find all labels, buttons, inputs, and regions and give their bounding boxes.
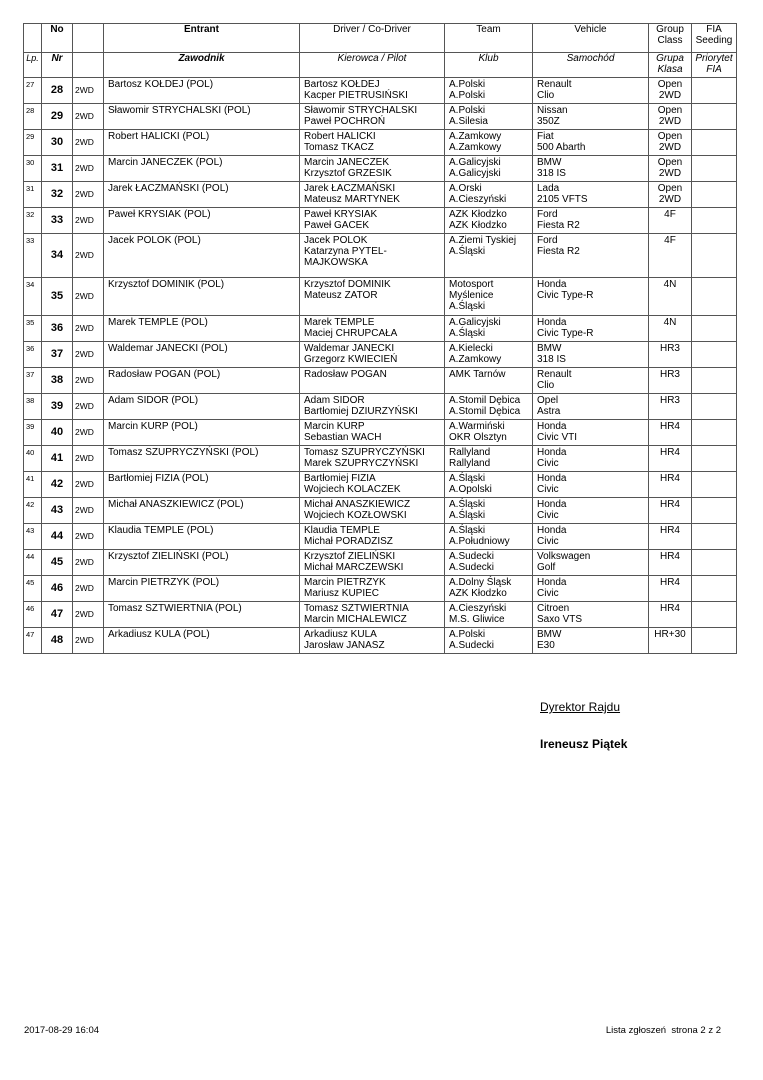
- row-group: 4F: [649, 208, 692, 234]
- row-vehicle: Opel Astra: [533, 394, 649, 420]
- row-lp: 34: [24, 278, 42, 316]
- row-class: 2WD: [73, 524, 104, 550]
- row-class: 2WD: [73, 628, 104, 654]
- row-class: 2WD: [73, 130, 104, 156]
- row-lp: 38: [24, 394, 42, 420]
- header-entrant: Entrant: [104, 24, 300, 53]
- row-driver: Bartłomiej FIZIA Wojciech KOLACZEK: [300, 472, 445, 498]
- row-team: A.Zamkowy A.Zamkowy: [445, 130, 533, 156]
- row-class: 2WD: [73, 550, 104, 576]
- row-lp: 46: [24, 602, 42, 628]
- row-driver: Waldemar JANECKI Grzegorz KWIECIEŃ: [300, 342, 445, 368]
- row-entrant: Jacek POLOK (POL): [104, 234, 300, 278]
- row-fia: [692, 78, 737, 104]
- row-number: 48: [42, 628, 73, 654]
- header-grupa: Grupa Klasa: [649, 53, 692, 78]
- row-group: 4N: [649, 316, 692, 342]
- row-entrant: Bartłomiej FIZIA (POL): [104, 472, 300, 498]
- row-team: A.Sudecki A.Sudecki: [445, 550, 533, 576]
- row-group: HR4: [649, 576, 692, 602]
- row-lp: 39: [24, 420, 42, 446]
- row-number: 43: [42, 498, 73, 524]
- row-entrant: Sławomir STRYCHALSKI (POL): [104, 104, 300, 130]
- row-vehicle: Lada 2105 VFTS: [533, 182, 649, 208]
- table-row: [24, 628, 737, 654]
- row-entrant: Klaudia TEMPLE (POL): [104, 524, 300, 550]
- table-row: [24, 368, 737, 394]
- row-vehicle: Nissan 350Z: [533, 104, 649, 130]
- row-team: A.Ziemi Tyskiej A.Śląski: [445, 234, 533, 278]
- row-lp: 43: [24, 524, 42, 550]
- row-vehicle: Honda Civic: [533, 524, 649, 550]
- header-class-blank: [73, 24, 104, 53]
- row-class: 2WD: [73, 498, 104, 524]
- table-row: [24, 104, 737, 130]
- row-number: 34: [42, 234, 73, 278]
- row-fia: [692, 472, 737, 498]
- row-vehicle: Ford Fiesta R2: [533, 234, 649, 278]
- row-fia: [692, 316, 737, 342]
- row-group: Open 2WD: [649, 130, 692, 156]
- row-lp: 47: [24, 628, 42, 654]
- table-row: [24, 524, 737, 550]
- row-entrant: Tomasz SZUPRYCZYŃSKI (POL): [104, 446, 300, 472]
- row-lp: 29: [24, 130, 42, 156]
- row-group: HR4: [649, 602, 692, 628]
- header-no: No: [42, 24, 73, 53]
- row-entrant: Radosław POGAN (POL): [104, 368, 300, 394]
- row-team: A.Cieszyński M.S. Gliwice: [445, 602, 533, 628]
- header-lp: Lp.: [24, 53, 42, 78]
- row-team: A.Polski A.Polski: [445, 78, 533, 104]
- row-driver: Radosław POGAN: [300, 368, 445, 394]
- row-driver: Bartosz KOŁDEJ Kacper PIETRUSIŃSKI: [300, 78, 445, 104]
- row-vehicle: Honda Civic Type-R: [533, 316, 649, 342]
- row-driver: Marcin KURP Sebastian WACH: [300, 420, 445, 446]
- row-team: A.Śląski A.Śląski: [445, 498, 533, 524]
- row-group: Open 2WD: [649, 182, 692, 208]
- row-driver: Jarek ŁACZMAŃSKI Mateusz MARTYNEK: [300, 182, 445, 208]
- row-fia: [692, 602, 737, 628]
- table-row: [24, 446, 737, 472]
- signature-name: Ireneusz Piątek: [540, 737, 628, 751]
- table-row: [24, 156, 737, 182]
- row-entrant: Marek TEMPLE (POL): [104, 316, 300, 342]
- row-driver: Tomasz SZTWIERTNIA Marcin MICHALEWICZ: [300, 602, 445, 628]
- row-number: 33: [42, 208, 73, 234]
- table-row: [24, 234, 737, 278]
- header-klub: Klub: [445, 53, 533, 78]
- header-lp-blank: [24, 24, 42, 53]
- row-fia: [692, 278, 737, 316]
- table-row: [24, 78, 737, 104]
- row-class: 2WD: [73, 576, 104, 602]
- row-number: 38: [42, 368, 73, 394]
- row-lp: 32: [24, 208, 42, 234]
- row-group: HR3: [649, 342, 692, 368]
- row-lp: 36: [24, 342, 42, 368]
- row-entrant: Krzysztof ZIELIŃSKI (POL): [104, 550, 300, 576]
- row-entrant: Marcin JANECZEK (POL): [104, 156, 300, 182]
- row-team: A.Kielecki A.Zamkowy: [445, 342, 533, 368]
- row-number: 45: [42, 550, 73, 576]
- row-number: 36: [42, 316, 73, 342]
- row-vehicle: Volkswagen Golf: [533, 550, 649, 576]
- row-team: AZK Kłodzko AZK Kłodzko: [445, 208, 533, 234]
- row-group: HR3: [649, 394, 692, 420]
- row-driver: Krzysztof DOMINIK Mateusz ZATOR: [300, 278, 445, 316]
- row-lp: 45: [24, 576, 42, 602]
- header-group: Group Class: [649, 24, 692, 53]
- row-entrant: Waldemar JANECKI (POL): [104, 342, 300, 368]
- row-vehicle: Honda Civic: [533, 446, 649, 472]
- row-class: 2WD: [73, 394, 104, 420]
- row-entrant: Michał ANASZKIEWICZ (POL): [104, 498, 300, 524]
- row-team: A.Stomil Dębica A.Stomil Dębica: [445, 394, 533, 420]
- row-class: 2WD: [73, 368, 104, 394]
- table-row: [24, 182, 737, 208]
- row-class: 2WD: [73, 602, 104, 628]
- row-vehicle: BMW 318 IS: [533, 156, 649, 182]
- table-row: [24, 472, 737, 498]
- row-number: 44: [42, 524, 73, 550]
- table-row: [24, 394, 737, 420]
- row-vehicle: Ford Fiesta R2: [533, 208, 649, 234]
- row-class: 2WD: [73, 104, 104, 130]
- table-row: [24, 602, 737, 628]
- row-team: A.Orski A.Cieszyński: [445, 182, 533, 208]
- header-vehicle: Vehicle: [533, 24, 649, 53]
- row-vehicle: Honda Civic: [533, 498, 649, 524]
- row-fia: [692, 342, 737, 368]
- row-vehicle: Renault Clio: [533, 368, 649, 394]
- row-fia: [692, 130, 737, 156]
- row-group: HR4: [649, 420, 692, 446]
- row-driver: Klaudia TEMPLE Michał PORADZISZ: [300, 524, 445, 550]
- row-driver: Robert HALICKI Tomasz TKACZ: [300, 130, 445, 156]
- row-team: A.Dolny Śląsk AZK Kłodzko: [445, 576, 533, 602]
- row-driver: Michał ANASZKIEWICZ Wojciech KOZŁOWSKI: [300, 498, 445, 524]
- row-vehicle: Honda Civic: [533, 472, 649, 498]
- row-class: 2WD: [73, 78, 104, 104]
- row-group: Open 2WD: [649, 78, 692, 104]
- row-class: 2WD: [73, 316, 104, 342]
- header-driver: Driver / Co-Driver: [300, 24, 445, 53]
- row-entrant: Arkadiusz KULA (POL): [104, 628, 300, 654]
- row-driver: Jacek POLOK Katarzyna PYTEL- MAJKOWSKA: [300, 234, 445, 278]
- row-team: A.Galicyjski A.Śląski: [445, 316, 533, 342]
- header-samochod: Samochód: [533, 53, 649, 78]
- row-fia: [692, 576, 737, 602]
- row-number: 39: [42, 394, 73, 420]
- row-class: 2WD: [73, 182, 104, 208]
- row-team: A.Warmiński OKR Olsztyn: [445, 420, 533, 446]
- row-vehicle: Renault Clio: [533, 78, 649, 104]
- row-entrant: Krzysztof DOMINIK (POL): [104, 278, 300, 316]
- row-entrant: Adam SIDOR (POL): [104, 394, 300, 420]
- row-driver: Marcin JANECZEK Krzysztof GRZESIK: [300, 156, 445, 182]
- table-row: [24, 316, 737, 342]
- row-driver: Marcin PIETRZYK Mariusz KUPIEC: [300, 576, 445, 602]
- row-vehicle: Honda Civic: [533, 576, 649, 602]
- row-number: 31: [42, 156, 73, 182]
- row-group: HR+30: [649, 628, 692, 654]
- row-number: 28: [42, 78, 73, 104]
- row-number: 40: [42, 420, 73, 446]
- row-team: Rallyland Rallyland: [445, 446, 533, 472]
- row-class: 2WD: [73, 446, 104, 472]
- row-fia: [692, 628, 737, 654]
- row-fia: [692, 104, 737, 130]
- row-lp: 33: [24, 234, 42, 278]
- row-class: 2WD: [73, 342, 104, 368]
- row-lp: 37: [24, 368, 42, 394]
- row-class: 2WD: [73, 472, 104, 498]
- row-fia: [692, 524, 737, 550]
- row-group: Open 2WD: [649, 156, 692, 182]
- header-row-english: [24, 24, 737, 53]
- row-entrant: Tomasz SZTWIERTNIA (POL): [104, 602, 300, 628]
- row-fia: [692, 394, 737, 420]
- row-driver: Marek TEMPLE Maciej CHRUPCAŁA: [300, 316, 445, 342]
- row-number: 46: [42, 576, 73, 602]
- row-team: A.Polski A.Silesia: [445, 104, 533, 130]
- row-group: Open 2WD: [649, 104, 692, 130]
- row-team: AMK Tarnów: [445, 368, 533, 394]
- row-vehicle: Honda Civic VTI: [533, 420, 649, 446]
- row-number: 42: [42, 472, 73, 498]
- row-number: 32: [42, 182, 73, 208]
- row-class: 2WD: [73, 156, 104, 182]
- row-group: HR4: [649, 498, 692, 524]
- row-lp: 27: [24, 78, 42, 104]
- row-fia: [692, 208, 737, 234]
- header-priorytet: Priorytet FIA: [692, 53, 737, 78]
- row-team: A.Galicyjski A.Galicyjski: [445, 156, 533, 182]
- header-class-blank-2: [73, 53, 104, 78]
- row-number: 37: [42, 342, 73, 368]
- row-group: HR4: [649, 472, 692, 498]
- row-entrant: Paweł KRYSIAK (POL): [104, 208, 300, 234]
- row-class: 2WD: [73, 278, 104, 316]
- row-vehicle: BMW 318 IS: [533, 342, 649, 368]
- table-row: [24, 130, 737, 156]
- row-number: 30: [42, 130, 73, 156]
- table-row: [24, 208, 737, 234]
- row-vehicle: Fiat 500 Abarth: [533, 130, 649, 156]
- row-number: 47: [42, 602, 73, 628]
- row-lp: 41: [24, 472, 42, 498]
- row-team: Motosport Myślenice A.Śląski: [445, 278, 533, 316]
- header-kierowca: Kierowca / Pilot: [300, 53, 445, 78]
- row-fia: [692, 420, 737, 446]
- table-row: [24, 278, 737, 316]
- row-lp: 42: [24, 498, 42, 524]
- row-number: 35: [42, 278, 73, 316]
- row-group: 4F: [649, 234, 692, 278]
- row-driver: Arkadiusz KULA Jarosław JANASZ: [300, 628, 445, 654]
- row-team: A.Śląski A.Opolski: [445, 472, 533, 498]
- row-driver: Sławomir STRYCHALSKI Paweł POCHROŃ: [300, 104, 445, 130]
- header-nr: Nr: [42, 53, 73, 78]
- entry-list-table: [23, 23, 737, 654]
- row-group: HR4: [649, 446, 692, 472]
- row-team: A.Polski A.Sudecki: [445, 628, 533, 654]
- row-driver: Tomasz SZUPRYCZYŃSKI Marek SZUPRYCZYŃSKI: [300, 446, 445, 472]
- row-lp: 30: [24, 156, 42, 182]
- row-entrant: Robert HALICKI (POL): [104, 130, 300, 156]
- row-number: 29: [42, 104, 73, 130]
- row-fia: [692, 368, 737, 394]
- row-fia: [692, 446, 737, 472]
- table-row: [24, 420, 737, 446]
- table-row: [24, 550, 737, 576]
- row-class: 2WD: [73, 208, 104, 234]
- row-driver: Krzysztof ZIELIŃSKI Michał MARCZEWSKI: [300, 550, 445, 576]
- row-group: HR4: [649, 524, 692, 550]
- row-group: HR3: [649, 368, 692, 394]
- row-driver: Adam SIDOR Bartłomiej DZIURZYŃSKI: [300, 394, 445, 420]
- row-entrant: Jarek ŁACZMAŃSKI (POL): [104, 182, 300, 208]
- row-fia: [692, 550, 737, 576]
- table-row: [24, 498, 737, 524]
- row-number: 41: [42, 446, 73, 472]
- header-team: Team: [445, 24, 533, 53]
- row-class: 2WD: [73, 234, 104, 278]
- row-fia: [692, 182, 737, 208]
- footer-datetime: 2017-08-29 16:04: [24, 1025, 100, 1036]
- header-row-polish: [24, 53, 737, 78]
- row-fia: [692, 498, 737, 524]
- entry-rows: [24, 78, 737, 654]
- row-group: HR4: [649, 550, 692, 576]
- row-lp: 40: [24, 446, 42, 472]
- row-lp: 28: [24, 104, 42, 130]
- row-entrant: Marcin KURP (POL): [104, 420, 300, 446]
- table-row: [24, 342, 737, 368]
- row-group: 4N: [649, 278, 692, 316]
- header-zawodnik: Zawodnik: [104, 53, 300, 78]
- row-vehicle: BMW E30: [533, 628, 649, 654]
- row-lp: 31: [24, 182, 42, 208]
- row-class: 2WD: [73, 420, 104, 446]
- row-entrant: Bartosz KOŁDEJ (POL): [104, 78, 300, 104]
- row-entrant: Marcin PIETRZYK (POL): [104, 576, 300, 602]
- row-vehicle: Honda Civic Type-R: [533, 278, 649, 316]
- header-fia: FIA Seeding: [692, 24, 737, 53]
- row-vehicle: Citroen Saxo VTS: [533, 602, 649, 628]
- signature-title: Dyrektor Rajdu: [540, 700, 621, 714]
- row-driver: Paweł KRYSIAK Paweł GACEK: [300, 208, 445, 234]
- row-fia: [692, 156, 737, 182]
- footer-page: Lista zgłoszeń strona 2 z 2: [605, 1025, 721, 1036]
- row-lp: 44: [24, 550, 42, 576]
- row-lp: 35: [24, 316, 42, 342]
- row-fia: [692, 234, 737, 278]
- table-row: [24, 576, 737, 602]
- row-team: A.Śląski A.Południowy: [445, 524, 533, 550]
